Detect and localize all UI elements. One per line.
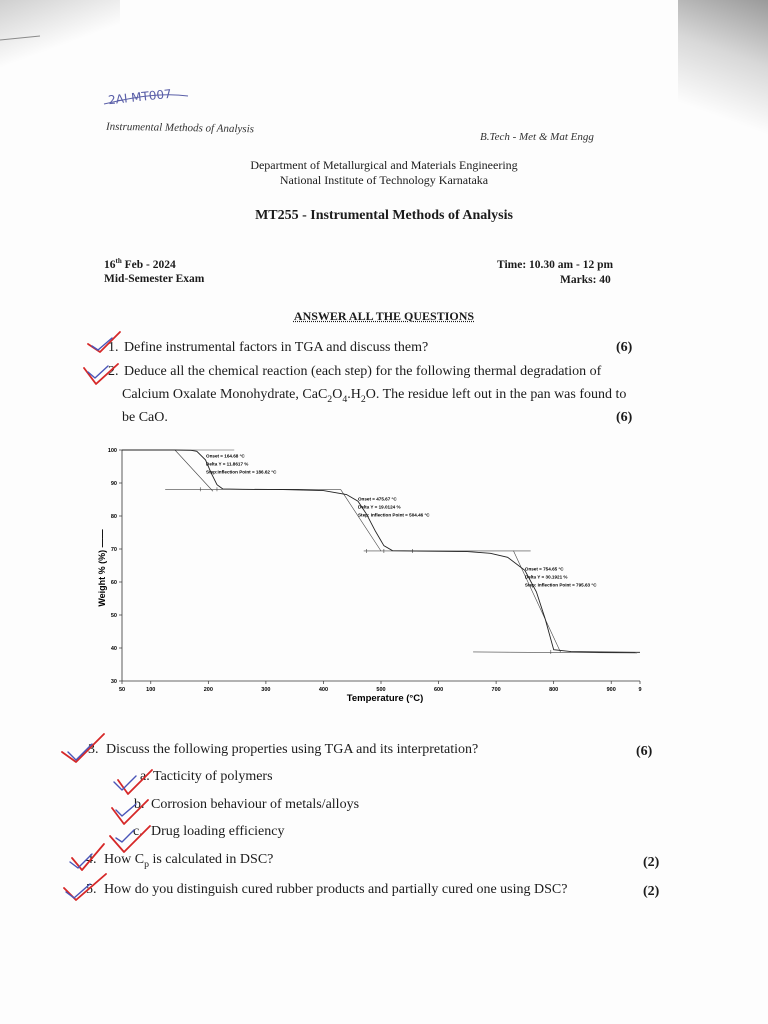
annotation-line: Onset = 164.68 °C xyxy=(206,453,245,459)
q4-marks: (2) xyxy=(643,855,660,870)
annotation-line: Delta Y = 11.8617 % xyxy=(206,461,249,467)
x-tick-label: 400 xyxy=(318,687,329,693)
instruction: ANSWER ALL THE QUESTIONS xyxy=(293,309,475,323)
handwritten-roll-number: 2AI MT007 xyxy=(107,86,173,108)
q2-blue-check-icon xyxy=(88,366,108,378)
q3c-blue-check-icon xyxy=(116,830,134,842)
y-tick-label: 50 xyxy=(110,613,117,619)
q2-text-line3: be CaO. xyxy=(122,410,168,425)
x-tick-label: 700 xyxy=(491,687,501,693)
q3-text: Discuss the following properties using TGA and its interpretation? xyxy=(106,742,479,757)
x-tick-label: 900 xyxy=(606,687,616,693)
q1-text: Define instrumental factors in TGA and discuss them? xyxy=(124,340,429,355)
q3a-text: Tacticity of polymers xyxy=(153,769,273,784)
y-tick-label: 80 xyxy=(110,514,117,520)
q3-number: 3. xyxy=(88,742,99,757)
q3c-label: c. xyxy=(133,824,143,839)
annotation-line: Step: Inflection Point = 795.63 °C xyxy=(524,582,597,588)
page-shadow-left xyxy=(0,0,120,70)
q5-marks: (2) xyxy=(643,884,660,899)
exam-date: 16th Feb - 2024 xyxy=(104,257,176,271)
annotation-line: Delta Y = 30.1921 % xyxy=(524,574,568,580)
q1-number: 1. xyxy=(108,340,119,355)
q2-text-line1: Deduce all the chemical reaction (each step) for the following thermal degradation of xyxy=(124,364,602,379)
q2-text-line2: Calcium Oxalate Monohydrate, $CaC_2O_4.H_2O$. The residue left out in the pan was found to xyxy=(122,387,627,405)
exam-time: Time: 10.30 am - 12 pm xyxy=(497,259,614,271)
x-tick-label: 800 xyxy=(549,687,559,693)
q4-text: How $C_p$ is calculated in DSC? xyxy=(104,852,274,870)
course-title: MT255 - Instrumental Methods of Analysis xyxy=(255,208,513,223)
y-tick-label: 100 xyxy=(107,448,117,454)
q1-marks: (6) xyxy=(616,340,633,355)
x-tick-label: 300 xyxy=(261,687,271,693)
x-tick-label: 100 xyxy=(146,687,156,693)
page-shadow xyxy=(678,0,768,160)
q5-number: 5. xyxy=(86,882,97,897)
q3c-red-check-icon xyxy=(110,826,150,852)
q3b-label: b. xyxy=(134,797,145,812)
header-program: B.Tech - Met & Mat Engg xyxy=(480,131,594,143)
q3b-blue-check-icon xyxy=(116,804,136,816)
annotation-line: Step:Inflection Point = 186.62 °C xyxy=(206,469,277,475)
annotation-line: Onset = 754.65 °C xyxy=(524,566,564,572)
department-name: Department of Metallurgical and Materials Engineering xyxy=(250,158,518,172)
header-course-name: Instrumental Methods of Analysis xyxy=(105,120,255,136)
y-tick-label: 90 xyxy=(110,481,117,487)
y-axis-label: Weight % (%) —— xyxy=(97,529,107,607)
y-tick-label: 40 xyxy=(110,646,117,652)
tga-chart xyxy=(92,438,652,708)
x-tick-label: 500 xyxy=(376,687,386,693)
annotation-line: Delta Y = 19.0124 % xyxy=(357,504,401,510)
annotation-line: Step: Inflection Point = 504.46 °C xyxy=(357,512,430,518)
y-tick-label: 30 xyxy=(110,679,117,685)
x-tick-label: 600 xyxy=(433,687,444,693)
x-tick-label: 200 xyxy=(203,687,213,693)
x-tick-label: 9 xyxy=(638,687,642,693)
q3a-label: a. xyxy=(140,769,150,784)
q2-number: 2. xyxy=(108,364,119,379)
chart-tangent-lines xyxy=(122,450,637,654)
q3c-text: Drug loading efficiency xyxy=(151,824,285,839)
q3a-blue-check-icon xyxy=(114,776,136,790)
exam-marks: Marks: 40 xyxy=(560,274,611,286)
q2-marks: (6) xyxy=(616,410,633,425)
q5-red-check-icon xyxy=(64,874,106,900)
q3b-text: Corrosion behaviour of metals/alloys xyxy=(151,797,360,812)
x-axis-label: Temperature (°C) xyxy=(346,693,424,704)
y-tick-label: 70 xyxy=(110,547,117,553)
q3-marks: (6) xyxy=(636,744,653,759)
annotation-line: Onset = 475.67 °C xyxy=(357,496,397,502)
q4-number: 4. xyxy=(86,852,97,867)
chart-annotations xyxy=(206,453,597,587)
institute-name: National Institute of Technology Karnataka xyxy=(279,173,489,187)
y-tick-label: 60 xyxy=(110,580,117,586)
x-tick-label: 50 xyxy=(118,687,126,693)
exam-type: Mid-Semester Exam xyxy=(104,273,205,285)
q5-text: How do you distinguish cured rubber products and partially cured one using DSC? xyxy=(104,882,568,897)
